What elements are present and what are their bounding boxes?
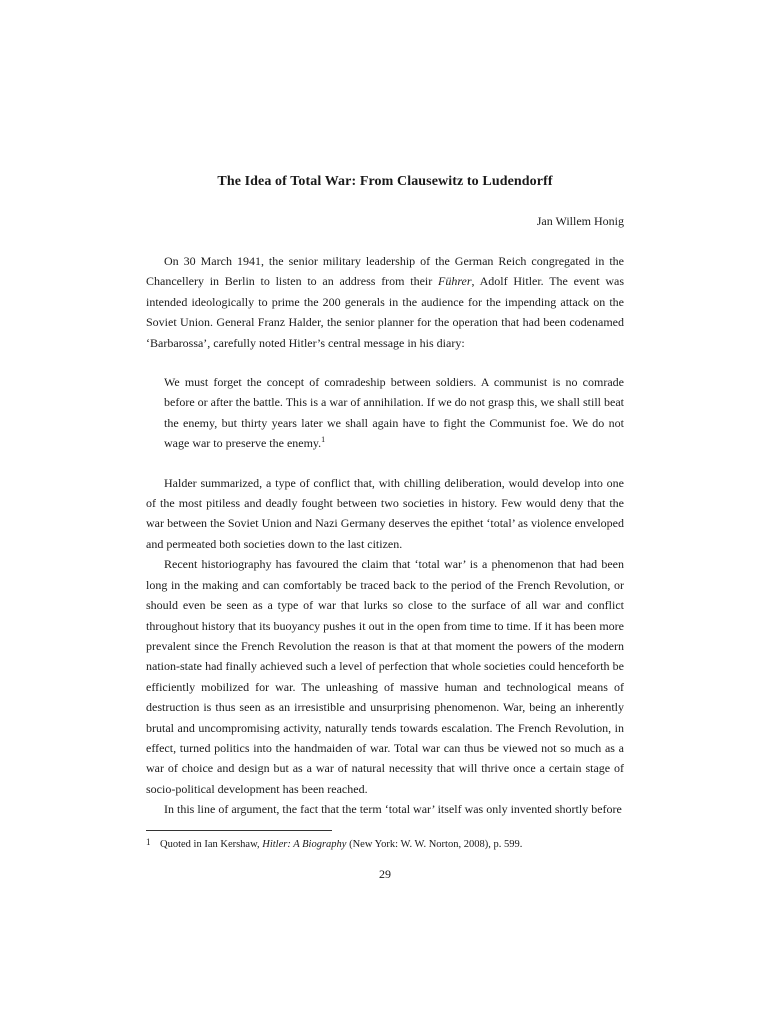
footnote-text: (New York: W. W. Norton, 2008), p. 599. xyxy=(346,839,523,850)
footnote-number: 1 xyxy=(146,837,151,847)
paragraph xyxy=(146,251,624,353)
paragraph: In this line of argument, the fact that the term ‘total war’ itself was only invented shortly before xyxy=(164,802,622,817)
paragraph-text: On 30 March 1941, the senior military leadership of the German Reich congregated in the Chancellery in Berlin to listen to an address from their xyxy=(146,254,624,289)
paragraph-text: , Adolf Hitler. The event was intended ideologically to prime the 200 generals in the audience for the impending attack on the Soviet Union. General Franz Halder, the senior planner for the operation that had been codenamed ‘Barbarossa’, carefully noted Hitler’s central message in his diary: xyxy=(146,274,624,350)
footnote-text: Quoted in Ian Kershaw, xyxy=(160,839,263,850)
emphasis-text: Führer xyxy=(437,274,472,289)
body-text xyxy=(146,251,624,820)
document-page xyxy=(146,0,624,1024)
footnote-emphasis: Hitler: A Biography xyxy=(262,839,347,850)
footnote-ref: 1 xyxy=(321,435,326,445)
footnote xyxy=(146,837,624,850)
paragraph: Recent historiography has favoured the claim that ‘total war’ is a phenomenon that had been long in the making and can comfortably be traced back to the period of the French Revolution, or should even be seen as a type of war that lurks so close to the surface of all war and conflict throughout history that its buoyancy pushes it out in the open from time to time. If it has been more prevalent since the French Revolution the reason is that at that moment the powers of the modern nation-state had finally achieved such a level of perfection that whole societies could henceforth be efficiently mobilized for war. The unleashing of massive human and technological means of destruction is thus seen as an irresistible and unsurprising phenomenon. War, being an inherently brutal and uncompromising activity, naturally tends towards escalation. The French Revolution, in effect, turned politics into the handmaiden of war. Total war can thus be viewed not so much as a war of choice and design but as a war of natural necessity that will thrive once a certain stage of socio-political development has been reached. xyxy=(146,557,624,796)
page-number: 29 xyxy=(379,867,391,881)
paragraph: Halder summarized, a type of conflict that, with chilling deliberation, would develop into one of the most pitiless and deadly fought between two societies in history. Few would deny that the war between the Soviet Union and Nazi Germany deserves the epithet ‘total’ as violence enveloped and permeated both societies down to the last citizen. xyxy=(146,475,624,551)
block-quote xyxy=(164,372,624,454)
article-title: The Idea of Total War: From Clausewitz to Ludendorff xyxy=(217,174,553,189)
quote-text: We must forget the concept of comradeship between soldiers. A communist is no comrade before or after the battle. This is a war of annihilation. If we do not grasp this, we shall still beat the enemy, but thirty years later we shall again have to fight the Communist foe. We do not wage war to preserve the enemy. xyxy=(164,375,624,451)
author-name: Jan Willem Honig xyxy=(536,214,624,228)
footnote-divider xyxy=(146,830,332,831)
